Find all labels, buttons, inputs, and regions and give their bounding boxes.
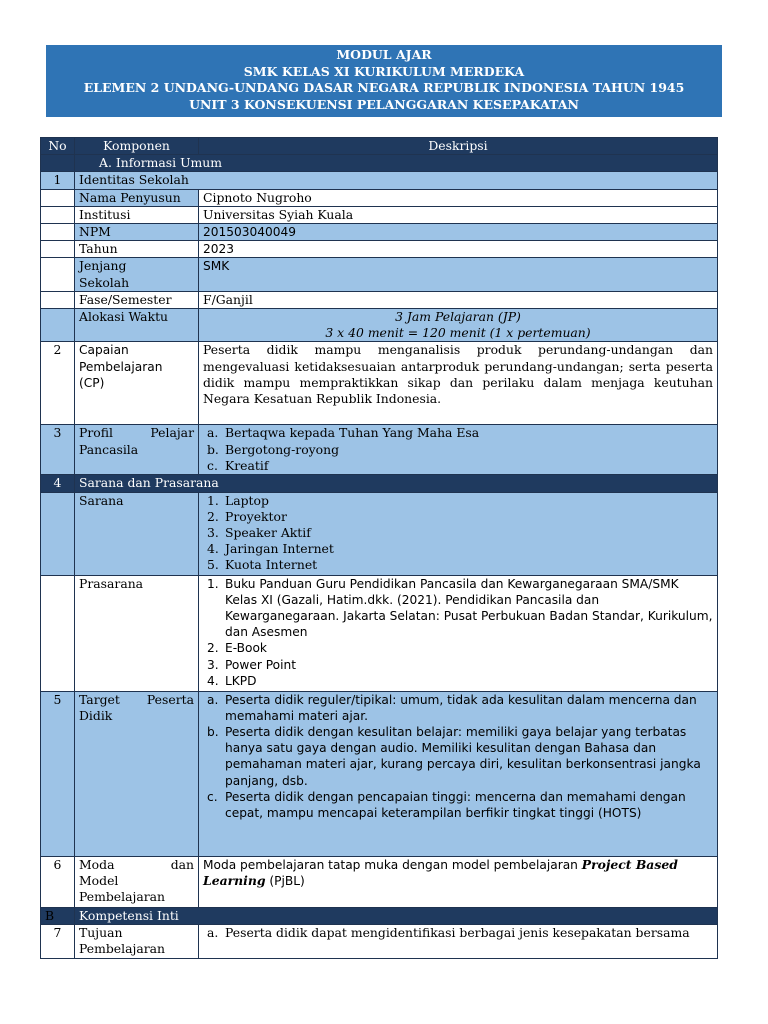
col-header-komponen: Komponen	[75, 138, 199, 155]
row-number: 5	[41, 691, 75, 856]
list-item-text: Kreatif	[225, 457, 269, 473]
nama-penyusun-value: Cipnoto Nugroho	[199, 189, 718, 206]
list-item-text: Power Point	[225, 657, 296, 672]
table-row	[41, 425, 718, 475]
list-item	[203, 724, 713, 789]
list-item	[203, 458, 713, 474]
npm-label: NPM	[75, 224, 199, 241]
table-row	[41, 291, 718, 308]
list-item	[203, 509, 713, 525]
list-marker: c.	[207, 457, 218, 473]
list-marker: 5.	[207, 557, 219, 573]
title-line-1: MODUL AJAR	[336, 47, 432, 62]
list-item-text: Bergotong-royong	[225, 441, 340, 457]
table-row	[41, 475, 718, 492]
list-item	[203, 657, 713, 673]
moda-text: Moda pembelajaran tatap muka dengan model pembelajaran Project Based Learning (PjBL)	[199, 856, 718, 907]
table-row	[41, 691, 718, 856]
list-item-text: Laptop	[225, 492, 269, 508]
table-row	[41, 492, 718, 575]
list-item-text: Proyektor	[225, 508, 287, 524]
target-peserta-list	[199, 691, 718, 856]
institusi-label: Institusi	[75, 206, 199, 223]
list-marker: 1.	[207, 492, 219, 508]
list-item	[203, 673, 713, 689]
tujuan-label: Tujuan Pembelajaran	[75, 924, 199, 958]
moda-label: Moda dan Model Pembelajaran	[75, 856, 199, 907]
tahun-value: 2023	[199, 241, 718, 258]
list-item-text: Peserta didik dengan kesulitan belajar: memiliki gaya belajar yang terbatas hanya satu gaya dengan audio. Memiliki kesulitan dengan Bahasa dan pemahaman materi ajar, kurang percaya diri, kesulitan berkonsentrasi jangka panjang, dsb.	[225, 725, 701, 788]
list-item-text: LKPD	[225, 673, 257, 688]
list-item	[203, 442, 713, 458]
list-item	[203, 692, 713, 724]
table-row	[41, 575, 718, 691]
row-number: 6	[41, 856, 75, 907]
sarana-prasarana-label: Sarana dan Prasarana	[75, 475, 718, 492]
list-item	[203, 557, 713, 573]
profil-pelajar-list	[199, 425, 718, 475]
list-item	[203, 640, 713, 656]
list-marker: 4.	[207, 541, 219, 557]
table-row	[41, 206, 718, 223]
section-b-row	[41, 907, 718, 924]
tujuan-list	[199, 924, 718, 958]
list-item	[203, 425, 713, 441]
col-header-no: No	[41, 138, 75, 155]
list-item	[203, 576, 713, 641]
npm-value: 201503040049	[199, 224, 718, 241]
alokasi-waktu-label: Alokasi Waktu	[75, 309, 199, 342]
nama-penyusun-label: Nama Penyusun	[75, 189, 199, 206]
list-item-text: Peserta didik reguler/tipikal: umum, tidak ada kesulitan dalam mencerna dan memahami materi ajar.	[225, 692, 697, 723]
fase-semester-label: Fase/Semester	[75, 291, 199, 308]
table-row	[41, 856, 718, 907]
list-item-text: Speaker Aktif	[225, 525, 311, 541]
section-b-title: Kompetensi Inti	[75, 907, 718, 924]
jenjang-label: Jenjang Sekolah	[75, 258, 199, 291]
list-marker: 4.	[207, 673, 219, 688]
sarana-list	[199, 492, 718, 575]
sarana-label: Sarana	[75, 492, 199, 575]
table-row	[41, 342, 718, 425]
table-row	[41, 258, 718, 291]
list-marker: a.	[207, 425, 219, 441]
col-header-deskripsi: Deskripsi	[199, 138, 718, 155]
fase-semester-value: F/Ganjil	[199, 291, 718, 308]
list-item	[203, 493, 713, 509]
list-item-text: Peserta didik dapat mengidentifikasi berbagai jenis kesepakatan bersama	[225, 924, 690, 940]
row-number: 4	[41, 475, 75, 492]
section-a-title: A. Informasi Umum	[75, 155, 718, 172]
list-marker: 3.	[207, 525, 219, 541]
target-peserta-label: Target Peserta Didik	[75, 691, 199, 856]
alokasi-waktu-value: 3 Jam Pelajaran (JP) 3 x 40 menit = 120 menit (1 x pertemuan)	[199, 309, 718, 342]
list-item-text: Kuota Internet	[225, 557, 318, 573]
table-row	[41, 172, 718, 189]
table-row	[41, 309, 718, 342]
module-table	[40, 137, 718, 959]
list-item-text: E-Book	[225, 641, 267, 656]
list-item	[203, 789, 713, 821]
list-marker: b.	[207, 441, 219, 457]
module-title-banner	[46, 45, 722, 117]
list-item	[203, 525, 713, 541]
list-item-text: Peserta didik dengan pencapaian tinggi: mencerna dan memahami dengan cepat, mampu mencapai keterampilan berfikir tingkat tinggi (HOTS)	[225, 789, 686, 821]
capaian-label: Capaian Pembelajaran (CP)	[75, 342, 199, 425]
row-number: 7	[41, 924, 75, 958]
section-b-number: B	[41, 907, 75, 924]
row-number: 3	[41, 425, 75, 475]
list-marker: b.	[207, 725, 219, 740]
list-marker: c.	[207, 789, 218, 804]
list-marker: 1.	[207, 576, 219, 591]
jenjang-value: SMK	[199, 258, 718, 291]
list-marker: 3.	[207, 657, 219, 672]
capaian-text: Peserta didik mampu menganalisis produk perundang-undangan dan mengevaluasi ketidaksesuaian antarproduk perundang-undangan; serta peserta didik mampu mempraktikkan sikap dan perilaku dalam menjaga keutuhan Negara Kesatuan Republik Indonesia.	[199, 342, 718, 425]
table-row	[41, 189, 718, 206]
list-item	[203, 541, 713, 557]
institusi-value: Universitas Syiah Kuala	[199, 206, 718, 223]
table-row	[41, 924, 718, 958]
list-marker: a.	[207, 924, 219, 940]
profil-pelajar-label: Profil Pelajar Pancasila	[75, 425, 199, 475]
table-header-row	[41, 138, 718, 155]
list-item-text: Buku Panduan Guru Pendidikan Pancasila dan Kewarganegaraan SMA/SMK Kelas XI (Gazali, Hatim.dkk. (2021). Pendidikan Pancasila dan Kewarganegaraan. Jakarta Selatan: Pusat Perbukuan Badan Standar, Kurikulum, dan Asesmen	[225, 576, 713, 640]
list-marker: 2.	[207, 508, 219, 524]
tahun-label: Tahun	[75, 241, 199, 258]
title-line-4: UNIT 3 KONSEKUENSI PELANGGARAN KESEPAKATAN	[189, 96, 579, 112]
prasarana-list	[199, 575, 718, 691]
list-item-text: Jaringan Internet	[225, 541, 334, 557]
list-marker: a.	[207, 692, 219, 707]
list-item	[203, 925, 713, 941]
identitas-sekolah-label: Identitas Sekolah	[75, 172, 718, 189]
list-item-text: Bertaqwa kepada Tuhan Yang Maha Esa	[225, 425, 480, 441]
section-a-row	[41, 155, 718, 172]
list-marker: 2.	[207, 641, 219, 656]
prasarana-label: Prasarana	[75, 575, 199, 691]
title-line-2: SMK KELAS XI KURIKULUM MERDEKA	[243, 63, 525, 79]
title-line-3: ELEMEN 2 UNDANG-UNDANG DASAR NEGARA REPUBLIK INDONESIA TAHUN 1945	[83, 80, 685, 95]
row-number: 1	[41, 172, 75, 189]
table-row	[41, 224, 718, 241]
row-number: 2	[41, 342, 75, 425]
table-row	[41, 241, 718, 258]
